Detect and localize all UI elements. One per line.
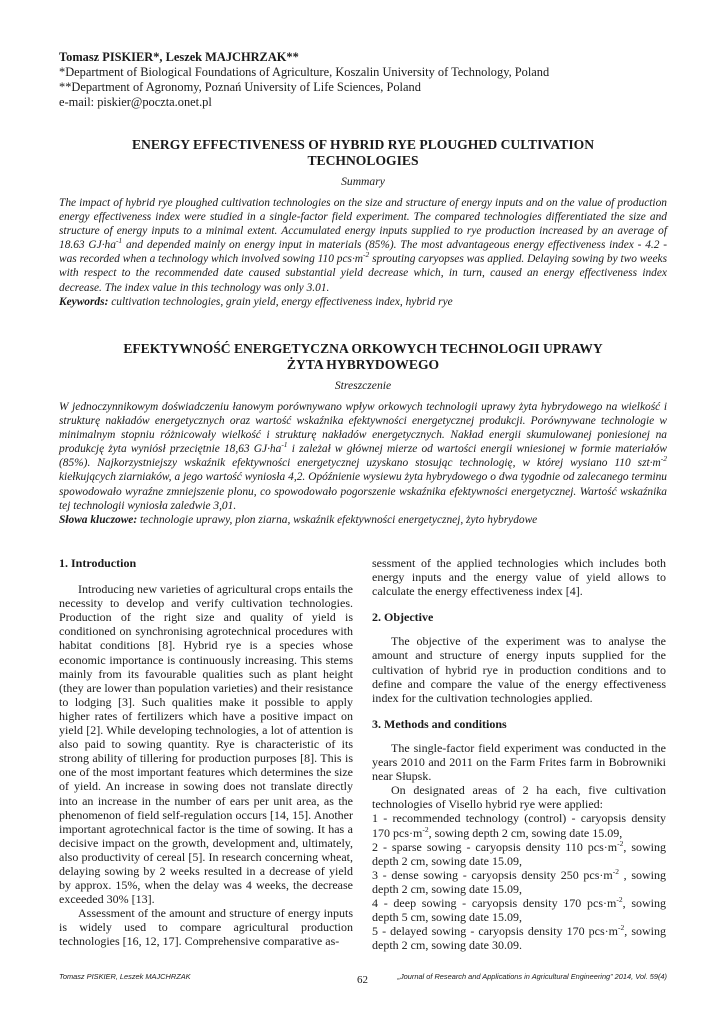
english-keywords (59, 295, 667, 309)
item-text: , sowing depth 2 cm, sowing date 15.09, (428, 825, 623, 840)
polish-abstract-text (59, 400, 667, 513)
technology-item-4 (372, 896, 666, 924)
intro-paragraph-1: Introducing new varieties of agricultural crops entails the necessity to develop and verify cultivation technologies. Production of the right size and quality of yield is conditioned on synchronising agrotechnical procedures with habitat conditions [8]. Hybrid rye is a species whose economic importance is continuously increasing. This stems mainly from its favourable qualities such as plant height (they are lower than population varieties) and their resistance to lodging [3]. Such qualities make it possible to apply higher rates of fertilizers which have a positive impact on yield [2]. While developing technologies, a lot of attention is also paid to sowing quantity. Rye is characteristic of its strong ability of tillering for production purposes [8]. This is one of the most important features which determines the size of yield. An increase in sowing does not translate directly into an increase in the number of ears per unit area, as the phenomenon of field self-regulation occurs [14, 15]. Another important agrotechnical factor is the time of sowing. It has a decisive impact on the growth, development and, ultimately, also productivity of cereal [5]. In research concerning wheat, delaying sowing by 2 weeks resulted in a decrease of yield by approx. 15%, when the delay was 4 weeks, the decrease exceeded 30% [13]. (59, 582, 353, 907)
abstract-part-1: The impact of hybrid rye ploughed cultivation technologies on the size and structure of energy inputs and on the value of production energy effectiveness index were studied in a single-factor field experiment. The compared technologies differentiated the size and structure of energy inputs to a minimal extent. Accumulated energy inputs supplied to rye production increased by an average of 18.63 GJ·ha (59, 197, 667, 252)
intro-paragraph-2: Assessment of the amount and structure of energy inputs is widely used to compare agricultural production technologies [16, 12, 17]. Comprehensive comparative as- (59, 906, 353, 949)
footer-authors: Tomasz PISKIER, Leszek MAJCHRZAK (59, 972, 191, 981)
author-block (59, 50, 679, 110)
keywords-list: technologie uprawy, plon ziarna, wskaźnik efektywności energetycznej, żyto hybrydowe (137, 513, 538, 526)
author-email: e-mail: piskier@poczta.onet.pl (59, 95, 212, 109)
abstract-part-1: W jednoczynnikowym doświadczeniu łanowym porównywano wpływ orkowych technologii uprawy żyta hybrydowego na wielkość i strukturę nakładów energetycznych oraz wartość wskaźnika efektywności energetycznej produkcji. Porównywane technologie w minimalnym stopniu różnicowały wielkość i strukturę nakładów energetycznych. Nakład energii skumulowanej poniesionej na produkcję żyta wyniósł przeciętnie 18,63 GJ·ha (59, 401, 667, 456)
methods-paragraph-2: On designated areas of 2 ha each, five cultivation technologies of Visello hybrid rye were applied: (372, 783, 666, 812)
summary-label: Summary (341, 175, 385, 188)
item-text: , sowing depth 2 cm, sowing date 30.09. (372, 924, 666, 953)
superscript: -2 (660, 454, 667, 464)
superscript: -2 (612, 866, 619, 876)
superscript: -2 (617, 838, 624, 848)
polish-keywords (59, 513, 667, 527)
polish-title-block (59, 341, 667, 393)
english-abstract (59, 196, 667, 309)
superscript: -1 (115, 236, 123, 246)
abstract-part-3: kiełkujących ziarniaków, a jego wartość wyniosła 4,2. Opóźnienie wysiewu żyta hybrydowego o dwa tygodnie od zalecanego terminu spowodowało wyraźne zmniejszenie plonu, co spowodowało pogorszenie wskaźnika efektywności energetycznej. Wartość wskaźnika tej technologii wyniosła zaledwie 3,01. (59, 471, 667, 512)
english-title-line-1: ENERGY EFFECTIVENESS OF HYBRID RYE PLOUGHED CULTIVATION (131, 137, 595, 152)
methods-heading: 3. Methods and conditions (372, 716, 507, 731)
technology-item-2 (372, 840, 666, 868)
english-title-line-2: TECHNOLOGIES (307, 153, 419, 168)
technology-item-3 (372, 868, 666, 896)
superscript: -2 (616, 894, 623, 904)
item-text: 5 - delayed sowing - caryopsis density 170 pcs·m (372, 924, 618, 939)
item-text: 4 - deep sowing - caryopsis density 170 pcs·m (372, 895, 617, 910)
abstract-part-2: i zależał w głównej mierze od wartości energii wniesionej w formie materiałów (85%). Najkorzystniejszy wskaźnik efektywności energetycznej uzyskano stosując technologię, w której wysiano 110 szt·m (59, 443, 667, 470)
footer-journal: „Journal of Research and Applications in Agricultural Engineering” 2014, Vol. 59(4) (397, 972, 667, 981)
polish-abstract (59, 400, 667, 527)
affiliation-1: *Department of Biological Foundations of Agriculture, Koszalin University of Technology, Poland (59, 65, 550, 79)
item-text: 2 - sparse sowing - caryopsis density 110 pcs·m (372, 839, 618, 854)
intro-continuation: sessment of the applied technologies which includes both energy inputs and the energy value of yield allows to calculate the energy effectiveness index [4]. (372, 556, 666, 599)
left-column (59, 556, 353, 949)
right-column (372, 556, 666, 952)
page-number: 62 (357, 974, 368, 986)
technology-item-5 (372, 924, 666, 952)
item-text: 3 - dense sowing - caryopsis density 250 pcs·m (372, 867, 613, 882)
english-title-block (59, 137, 667, 189)
superscript: -2 (363, 250, 370, 260)
item-text: , sowing depth 2 cm, sowing date 15.09, (372, 867, 667, 896)
keywords-label: Słowa kluczowe: (59, 513, 138, 526)
author-names: Tomasz PISKIER*, Leszek MAJCHRZAK** (59, 50, 299, 64)
objective-heading: 2. Objective (372, 610, 434, 625)
superscript: -2 (617, 923, 625, 933)
item-text: 1 - recommended technology (control) - caryopsis density 170 pcs·m (372, 811, 666, 840)
polish-title-line-2: ŻYTA HYBRYDOWEGO (286, 357, 440, 372)
abstract-part-3: sprouting caryopses was applied. Delaying sowing by two weeks with respect to the recommended date caused substantial yield decrease which, in turn, caused an energy effectiveness index decrease. The index value in this technology was only 3.01. (59, 253, 667, 294)
superscript: -2 (422, 824, 429, 834)
superscript: -1 (281, 440, 288, 450)
affiliation-2: **Department of Agronomy, Poznań University of Life Sciences, Poland (59, 80, 421, 94)
streszczenie-label: Streszczenie (334, 379, 392, 392)
keywords-list: cultivation technologies, grain yield, energy effectiveness index, hybrid rye (108, 295, 453, 308)
keywords-label: Keywords: (59, 295, 109, 308)
polish-title-line-1: EFEKTYWNOŚĆ ENERGETYCZNA ORKOWYCH TECHNOLOGII UPRAWY (123, 341, 603, 356)
abstract-part-2: and depended mainly on energy input in materials (85%). The most advantageous energy effectiveness index - 4.2 - was recorded when a technology which involved sowing 110 pcs·m (59, 239, 668, 266)
item-text: , sowing depth 5 cm, sowing date 15.09, (372, 895, 666, 925)
introduction-heading: 1. Introduction (59, 556, 137, 570)
methods-paragraph-1: The single-factor field experiment was conducted in the years 2010 and 2011 on the Farm Frites farm in Bobrowniki near Słupsk. (372, 740, 666, 784)
english-abstract-text (59, 196, 667, 295)
objective-paragraph: The objective of the experiment was to analyse the amount and structure of energy inputs supplied for the cultivation of hybrid rye in production conditions and to define and compare the value of the energy effectiveness index for the cultivation technologies applied. (372, 634, 666, 705)
item-text: , sowing depth 2 cm, sowing date 15.09, (372, 839, 666, 868)
technology-item-1 (372, 811, 666, 839)
